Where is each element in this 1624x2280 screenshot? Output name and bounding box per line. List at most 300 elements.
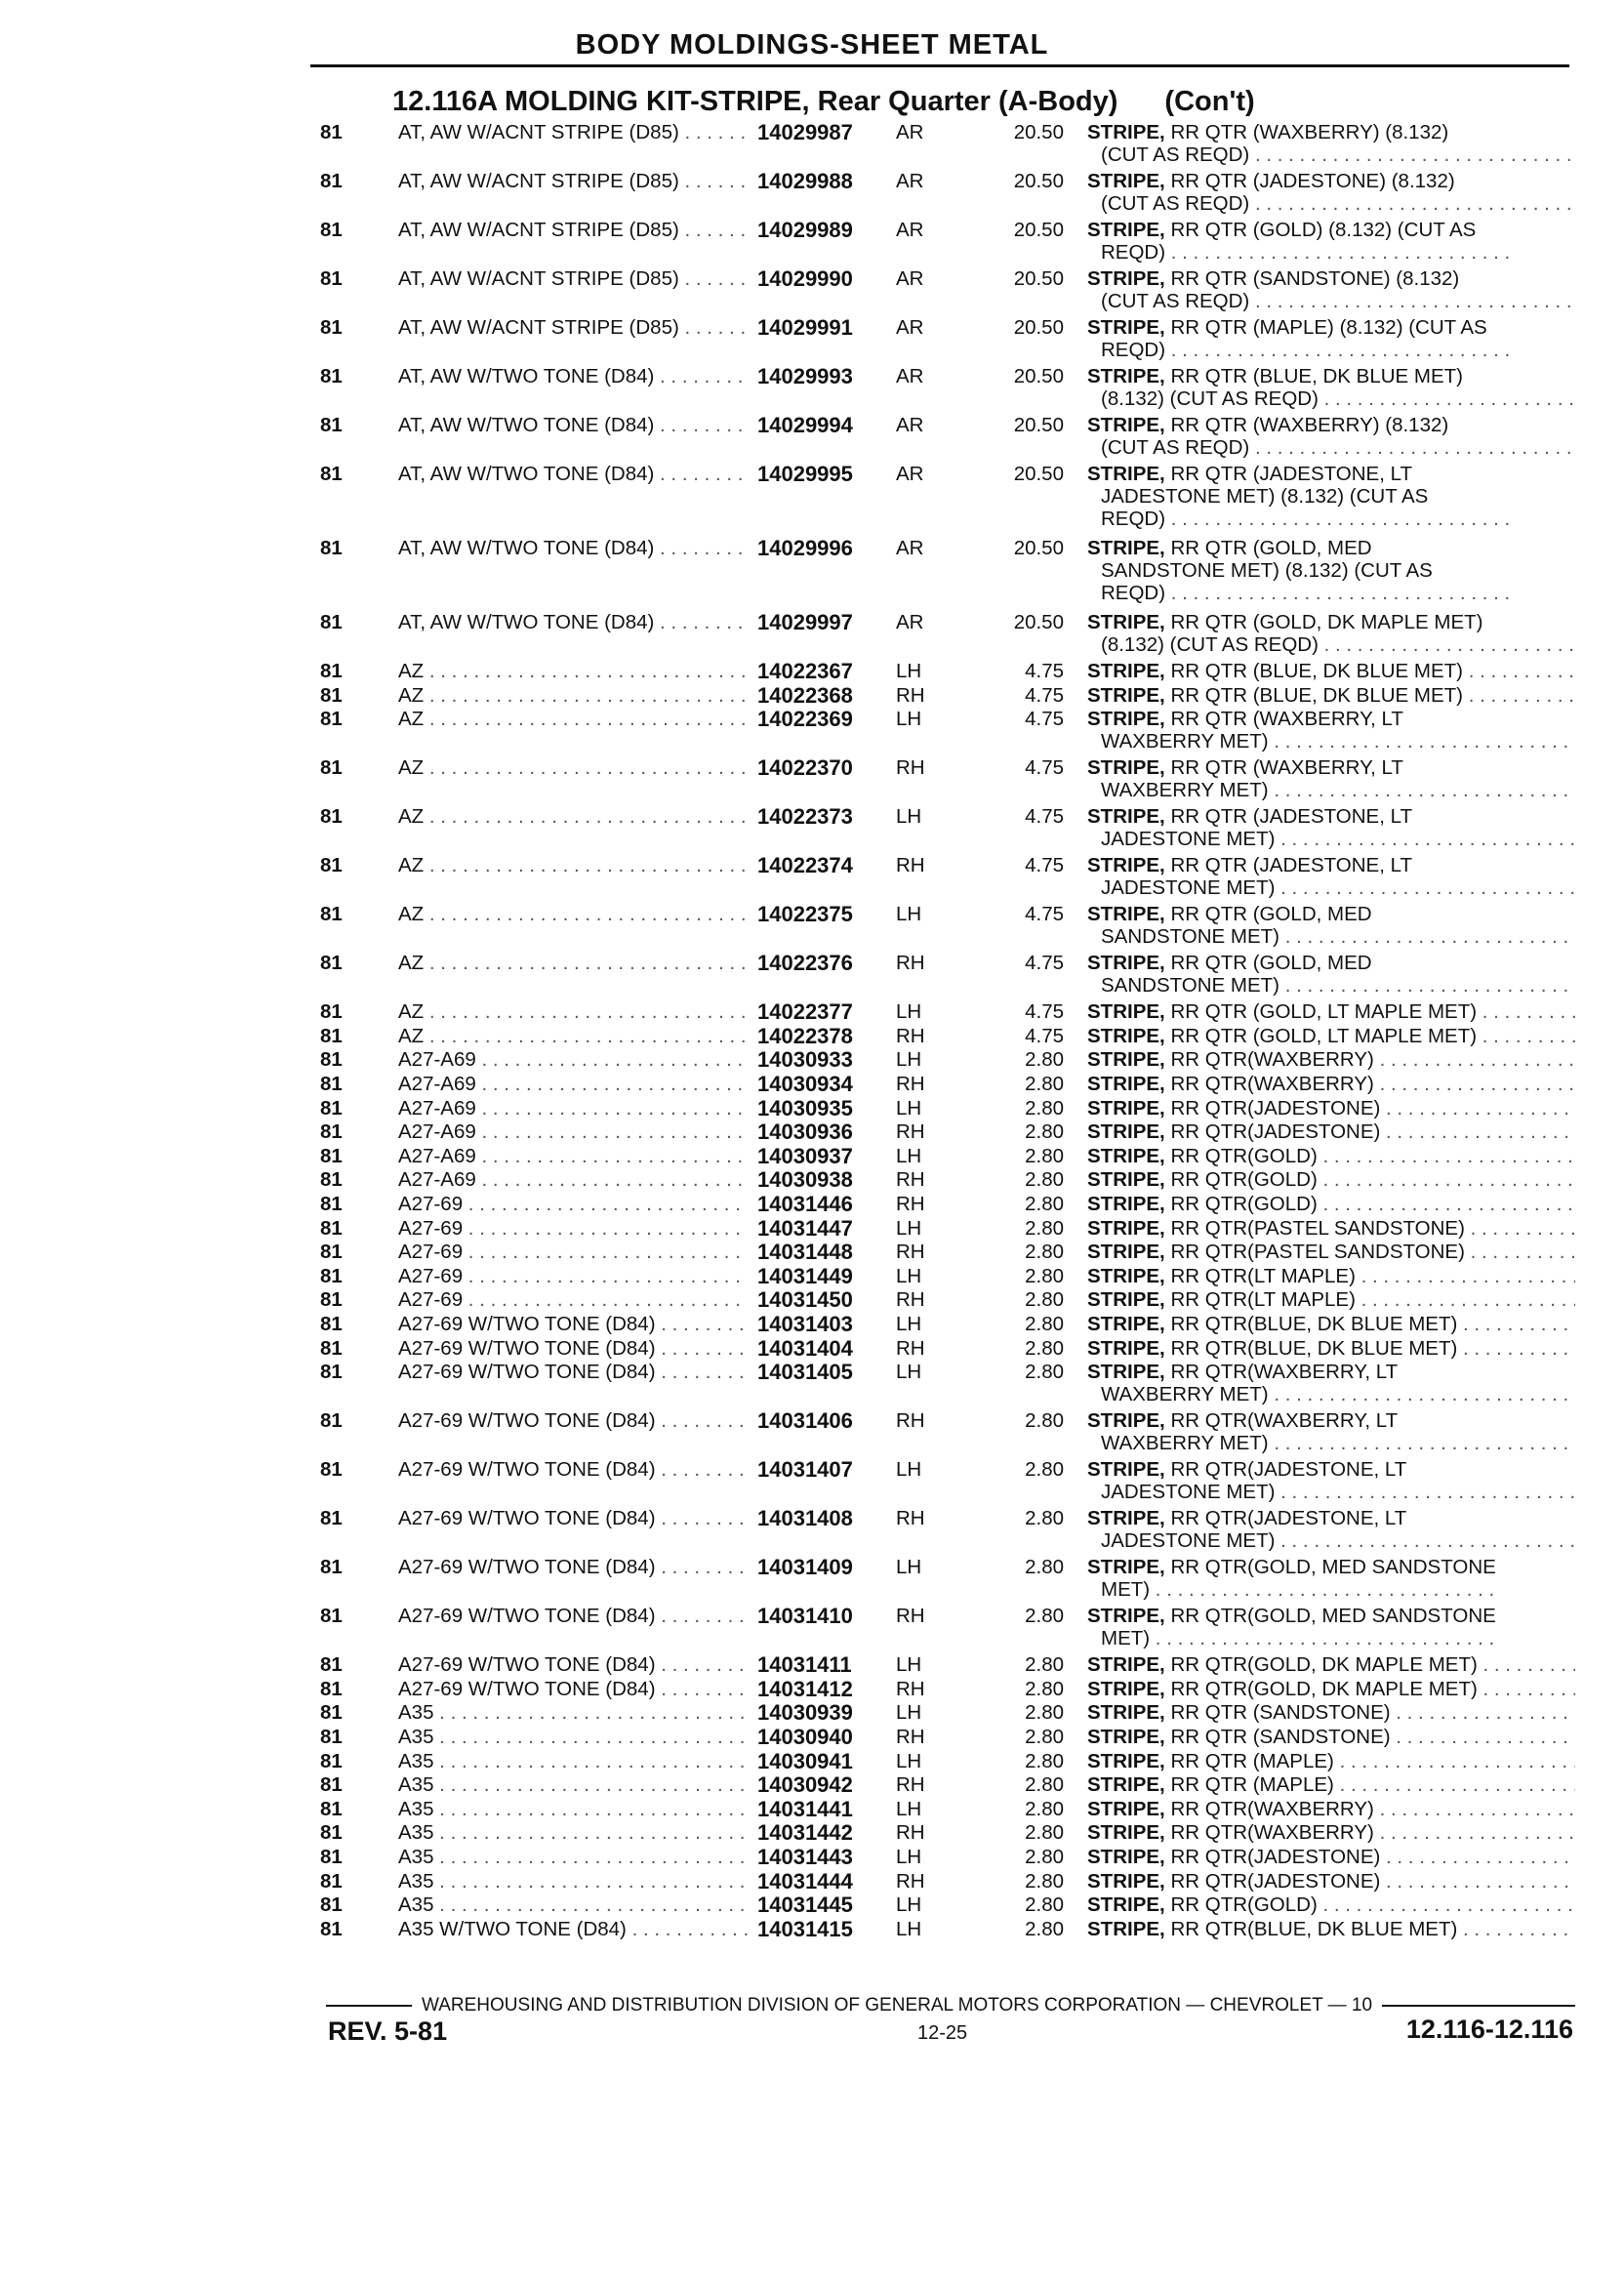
part-number: 14030935 [757,1095,853,1120]
description [1087,1265,1575,1287]
description [1087,1073,1575,1095]
table-row [0,1048,1624,1073]
model-code: A35 . . . [398,1821,748,1844]
description-text: RR QTR(WAXBERRY) [1164,1048,1374,1072]
description-keyword: STRIPE, [1087,1168,1165,1192]
description-text: RR QTR(LT MAPLE) [1164,1288,1356,1312]
table-row [0,267,1624,316]
description-line [1087,708,1575,730]
description-text: RR QTR(GOLD) [1164,1893,1318,1917]
description-text: RR QTR(BLUE, DK BLUE MET) [1164,1917,1458,1940]
description-continuation: WAXBERRY MET) . . . [1087,730,1575,753]
model-year: 81 [320,1869,343,1893]
table-row [0,1145,1624,1169]
description [1087,170,1575,215]
footer-rule-right [1382,2005,1575,2007]
description-text: RR QTR(GOLD) [1164,1193,1318,1215]
description-text: RR QTR(WAXBERRY, LT [1164,1409,1399,1433]
table-row [0,1073,1624,1097]
model-year: 81 [320,1288,343,1312]
model-code: A35 . . . [398,1798,748,1820]
side-code: RH [896,1193,925,1215]
description-keyword: STRIPE, [1087,1144,1165,1167]
model-year: 81 [320,1653,343,1677]
part-number: 14029997 [757,610,853,634]
price: 2.80 [1025,1120,1064,1144]
description-keyword: STRIPE, [1087,1701,1165,1725]
description [1087,1798,1575,1820]
price: 2.80 [1025,1048,1064,1072]
description-continuation: (8.132) (CUT AS REQD) . . . [1087,633,1575,656]
table-row [0,1097,1624,1121]
description-text: RR QTR (GOLD, DK MAPLE MET) [1164,611,1483,633]
model-year: 81 [320,1749,343,1772]
description-text: RR QTR (GOLD) (8.132) (CUT AS [1164,219,1477,241]
description-line [1087,1000,1575,1023]
side-code: RH [896,952,925,975]
side-code: LH [896,1893,922,1917]
table-row [0,1893,1624,1918]
table-row [0,684,1624,709]
model-year: 81 [320,121,343,143]
part-number: 14031443 [757,1845,853,1869]
model-year: 81 [320,854,343,877]
price: 4.75 [1025,1024,1064,1047]
part-number: 14030936 [757,1120,853,1145]
part-number: 14031449 [757,1263,853,1288]
model-year: 81 [320,1336,343,1360]
model-code: A27-A69 . . . [398,1073,748,1095]
description-keyword: STRIPE, [1087,414,1165,436]
description-continuation: JADESTONE MET) . . . [1087,828,1575,850]
part-number: 14029993 [757,364,853,388]
description-line [1087,1361,1575,1383]
description [1087,1145,1575,1167]
description-line [1087,1507,1575,1529]
description-line [1087,1798,1575,1820]
description-text: RR QTR(JADESTONE, LT [1164,1458,1407,1482]
description [1087,1653,1575,1676]
description-text: RR QTR (BLUE, DK BLUE MET) [1164,365,1464,387]
description [1087,1678,1575,1700]
model-code: AZ . . . [398,854,748,876]
side-code: RH [896,1869,925,1893]
description [1087,1288,1575,1311]
side-code: LH [896,708,922,731]
model-year: 81 [320,1701,343,1725]
description-text: RR QTR (GOLD, MED [1164,903,1372,926]
table-row [0,1025,1624,1049]
side-code: LH [896,1749,922,1772]
description-line [1087,903,1575,925]
part-number: 14029996 [757,536,853,560]
model-code: A27-69 . . . [398,1241,748,1263]
price: 2.80 [1025,1507,1064,1530]
side-code: RH [896,1677,925,1700]
description-text: RR QTR(PASTEL SANDSTONE) [1164,1216,1465,1240]
model-code: A27-69 W/TWO TONE (D84) . . . [398,1313,748,1335]
model-code: AT, AW W/TWO TONE (D84) . . . [398,414,748,436]
table-row [0,1750,1624,1774]
table-row [0,903,1624,952]
price: 2.80 [1025,1241,1064,1264]
side-code: AR [896,219,924,241]
description-line [1087,1217,1575,1240]
description-line [1087,1458,1575,1481]
model-code: AZ . . . [398,660,748,682]
part-number: 14031446 [757,1192,853,1216]
description-line [1087,1701,1575,1724]
model-year: 81 [320,267,343,290]
part-number: 14029991 [757,315,853,340]
part-number: 14031415 [757,1916,853,1941]
price: 4.75 [1025,854,1064,877]
table-row [0,316,1624,365]
price: 4.75 [1025,952,1064,975]
description-line [1087,1120,1575,1143]
price: 2.80 [1025,1869,1064,1893]
model-year: 81 [320,1000,343,1024]
part-number: 14022377 [757,999,853,1025]
description-keyword: STRIPE, [1087,611,1165,633]
description-text: RR QTR (SANDSTONE) [1164,1726,1391,1748]
description [1087,756,1575,801]
description-line [1087,854,1575,876]
description-line [1087,1337,1575,1360]
description [1087,537,1575,604]
model-year: 81 [320,1264,343,1287]
side-code: LH [896,903,922,926]
description [1087,414,1575,459]
description [1087,611,1575,656]
model-year: 81 [320,1168,343,1192]
description-text: RR QTR(GOLD) [1164,1144,1318,1167]
description-keyword: STRIPE, [1087,1241,1165,1264]
description-line [1087,537,1575,559]
part-number: 14022370 [757,755,853,781]
model-year: 81 [320,1193,343,1215]
part-number: 14022375 [757,902,853,927]
model-code: A27-69 . . . [398,1288,748,1311]
price: 2.80 [1025,1096,1064,1120]
model-code: AZ . . . [398,1000,748,1023]
model-code: A27-69 W/TWO TONE (D84) . . . [398,1507,748,1529]
model-code: A35 . . . [398,1701,748,1724]
description-text: RR QTR (WAXBERRY) (8.132) [1164,121,1449,143]
part-number: 14031445 [757,1893,853,1918]
side-code: RH [896,1605,925,1628]
description [1087,1048,1575,1071]
revision-label: REV. 5-81 [328,2016,448,2046]
part-number: 14031441 [757,1796,853,1821]
price: 4.75 [1025,805,1064,829]
section-name: 12.116A MOLDING KIT-STRIPE, Rear Quarter (A-Body) [392,86,1118,117]
description [1087,219,1575,264]
description-keyword: STRIPE, [1087,1917,1165,1940]
table-row [0,1773,1624,1798]
description-keyword: STRIPE, [1087,1361,1165,1384]
description-keyword: STRIPE, [1087,1726,1165,1748]
description-line [1087,121,1575,143]
description-keyword: STRIPE, [1087,170,1165,192]
model-code: A27-69 W/TWO TONE (D84) . . . [398,1653,748,1676]
description [1087,1870,1575,1893]
description-line [1087,660,1575,682]
description-keyword: STRIPE, [1087,660,1165,682]
part-number: 14022373 [757,804,853,830]
description-text: RR QTR(WAXBERRY, LT [1164,1361,1399,1384]
description [1087,684,1575,707]
description-line [1087,1025,1575,1047]
model-code: AT, AW W/ACNT STRIPE (D85) . . . [398,170,748,192]
description [1087,1556,1575,1601]
description-keyword: STRIPE, [1087,1458,1165,1482]
model-year: 81 [320,1821,343,1845]
description-continuation: JADESTONE MET) . . . [1087,1481,1575,1503]
description-keyword: STRIPE, [1087,1869,1165,1893]
model-year: 81 [320,756,343,780]
model-code: A27-A69 . . . [398,1145,748,1167]
description-text: RR QTR(WAXBERRY) [1164,1797,1374,1820]
description-text: RR QTR(BLUE, DK BLUE MET) [1164,1313,1458,1335]
model-code: A27-69 W/TWO TONE (D84) . . . [398,1361,748,1383]
description-line [1087,1605,1575,1627]
description-continuation: (8.132) (CUT AS REQD) . . . [1087,387,1575,410]
side-code: RH [896,1241,925,1264]
model-code: A27-A69 . . . [398,1168,748,1191]
part-number: 14022374 [757,853,853,878]
part-number: 14031409 [757,1555,853,1580]
table-row [0,1653,1624,1678]
description-line [1087,414,1575,436]
description-keyword: STRIPE, [1087,1677,1165,1700]
table-row [0,1918,1624,1942]
model-year: 81 [320,1846,343,1868]
model-code: A27-A69 . . . [398,1048,748,1071]
description-keyword: STRIPE, [1087,1288,1165,1312]
description-text: RR QTR(PASTEL SANDSTONE) [1164,1241,1465,1264]
side-code: RH [896,1024,925,1047]
description-continuation: (CUT AS REQD) . . . [1087,436,1575,459]
side-code: LH [896,805,922,829]
part-number: 14031447 [757,1215,853,1241]
model-year: 81 [320,660,343,682]
description-keyword: STRIPE, [1087,854,1165,877]
price: 4.75 [1025,756,1064,780]
description-text: RR QTR (WAXBERRY, LT [1164,756,1403,780]
model-year: 81 [320,365,343,387]
model-code: AT, AW W/ACNT STRIPE (D85) . . . [398,219,748,241]
description-line [1087,1073,1575,1095]
price: 2.80 [1025,1458,1064,1482]
side-code: RH [896,1821,925,1845]
price: 2.80 [1025,1168,1064,1192]
side-code: AR [896,267,924,290]
price: 4.75 [1025,660,1064,682]
description-text: RR QTR (SANDSTONE) (8.132) [1164,267,1460,290]
description-text: RR QTR(JADESTONE, LT [1164,1507,1407,1530]
side-code: LH [896,1701,922,1725]
description-continuation: JADESTONE MET) . . . [1087,1529,1575,1552]
side-code: LH [896,1556,922,1579]
price: 2.80 [1025,1917,1064,1940]
part-number: 14031407 [757,1457,853,1483]
price: 2.80 [1025,1361,1064,1384]
description-text: RR QTR (JADESTONE, LT [1164,805,1412,829]
description [1087,1120,1575,1143]
description [1087,1846,1575,1868]
description [1087,1605,1575,1649]
model-year: 81 [320,463,343,485]
description-keyword: STRIPE, [1087,1336,1165,1360]
price: 2.80 [1025,1893,1064,1917]
table-row [0,1217,1624,1242]
description-line [1087,1265,1575,1287]
price: 4.75 [1025,708,1064,731]
description-keyword: STRIPE, [1087,756,1165,780]
side-code: RH [896,1507,925,1530]
footer-division-text: WAREHOUSING AND DISTRIBUTION DIVISION OF GENERAL MOTORS CORPORATION — CHEVROLET — 10 [422,1995,1373,2015]
price: 2.80 [1025,1653,1064,1677]
model-year: 81 [320,1893,343,1917]
table-row [0,1193,1624,1217]
model-code: A27-69 W/TWO TONE (D84) . . . [398,1458,748,1481]
model-code: A27-A69 . . . [398,1120,748,1143]
model-code: AT, AW W/ACNT STRIPE (D85) . . . [398,267,748,290]
side-code: LH [896,1846,922,1868]
description-keyword: STRIPE, [1087,1096,1165,1120]
description-keyword: STRIPE, [1087,316,1165,339]
description [1087,1000,1575,1023]
model-code: AT, AW W/TWO TONE (D84) . . . [398,365,748,387]
price: 2.80 [1025,1701,1064,1725]
price: 20.50 [1013,414,1064,436]
model-code: A27-A69 . . . [398,1097,748,1120]
part-number: 14031410 [757,1604,853,1629]
description-text: RR QTR(GOLD, DK MAPLE MET) [1164,1653,1478,1677]
description-keyword: STRIPE, [1087,1073,1165,1095]
description-text: RR QTR (MAPLE) [1164,1749,1334,1772]
table-row [0,537,1624,611]
description-line [1087,1097,1575,1120]
description-line [1087,1168,1575,1191]
side-code: LH [896,1216,922,1240]
description-text: RR QTR (JADESTONE) (8.132) [1164,170,1455,192]
description-text: RR QTR (JADESTONE, LT [1164,463,1412,485]
table-row [0,756,1624,805]
description [1087,463,1575,530]
description-keyword: STRIPE, [1087,267,1165,290]
description [1087,1773,1575,1796]
table-row [0,805,1624,854]
model-code: A35 . . . [398,1773,748,1796]
description-keyword: STRIPE, [1087,537,1165,559]
side-code: AR [896,121,924,143]
description-line [1087,1773,1575,1796]
description-text: RR QTR (GOLD, MED [1164,537,1372,559]
model-code: AZ . . . [398,708,748,730]
description-line [1087,1409,1575,1432]
description [1087,1893,1575,1916]
description-text: RR QTR(LT MAPLE) [1164,1264,1356,1287]
side-code: LH [896,1653,922,1677]
price: 2.80 [1025,1726,1064,1748]
model-year: 81 [320,1241,343,1264]
description-line [1087,1750,1575,1772]
description [1087,365,1575,410]
price: 2.80 [1025,1749,1064,1772]
part-number: 14029990 [757,266,853,291]
description-line [1087,1918,1575,1940]
table-row [0,708,1624,756]
model-year: 81 [320,1144,343,1167]
table-row [0,1409,1624,1458]
description-text: RR QTR(JADESTONE) [1164,1846,1381,1868]
part-number: 14029988 [757,169,853,193]
part-number: 14031403 [757,1312,853,1336]
table-row [0,1605,1624,1653]
description-keyword: STRIPE, [1087,1048,1165,1072]
description [1087,1241,1575,1263]
part-number: 14022378 [757,1023,853,1048]
description [1087,1193,1575,1215]
description-line [1087,170,1575,192]
description-text: RR QTR (MAPLE) (8.132) (CUT AS [1164,316,1487,339]
table-row [0,952,1624,1000]
description [1087,1821,1575,1844]
description-continuation: WAXBERRY MET) . . . [1087,1383,1575,1405]
model-code: AZ . . . [398,1025,748,1047]
model-year: 81 [320,1507,343,1530]
description-line [1087,611,1575,633]
description-keyword: STRIPE, [1087,1821,1165,1845]
model-code: A35 . . . [398,1893,748,1916]
price: 2.80 [1025,1797,1064,1820]
description [1087,1313,1575,1335]
description-keyword: STRIPE, [1087,1193,1165,1215]
part-number: 14030940 [757,1725,853,1749]
part-number: 14031404 [757,1335,853,1361]
side-code: AR [896,611,924,633]
side-code: RH [896,1336,925,1360]
price: 20.50 [1013,611,1064,633]
model-year: 81 [320,805,343,829]
model-code: A27-69 W/TWO TONE (D84) . . . [398,1409,748,1432]
table-row [0,1458,1624,1507]
description-text: RR QTR (MAPLE) [1164,1773,1334,1797]
table-row [0,1701,1624,1726]
part-number: 14031442 [757,1820,853,1846]
table-row [0,1120,1624,1145]
model-code: AT, AW W/TWO TONE (D84) . . . [398,611,748,633]
description-keyword: STRIPE, [1087,1653,1165,1677]
description-text: RR QTR(GOLD) [1164,1168,1318,1192]
description-continuation: SANDSTONE MET) . . . [1087,925,1575,948]
table-row [0,170,1624,219]
description [1087,1750,1575,1772]
part-number: 14030941 [757,1748,853,1773]
side-code: LH [896,1144,922,1167]
part-number: 14029994 [757,413,853,437]
price: 2.80 [1025,1409,1064,1433]
description-text: RR QTR(JADESTONE) [1164,1869,1381,1893]
description-line [1087,1193,1575,1215]
table-row [0,1337,1624,1362]
description [1087,1217,1575,1240]
price: 20.50 [1013,463,1064,485]
description [1087,952,1575,997]
price: 2.80 [1025,1773,1064,1797]
